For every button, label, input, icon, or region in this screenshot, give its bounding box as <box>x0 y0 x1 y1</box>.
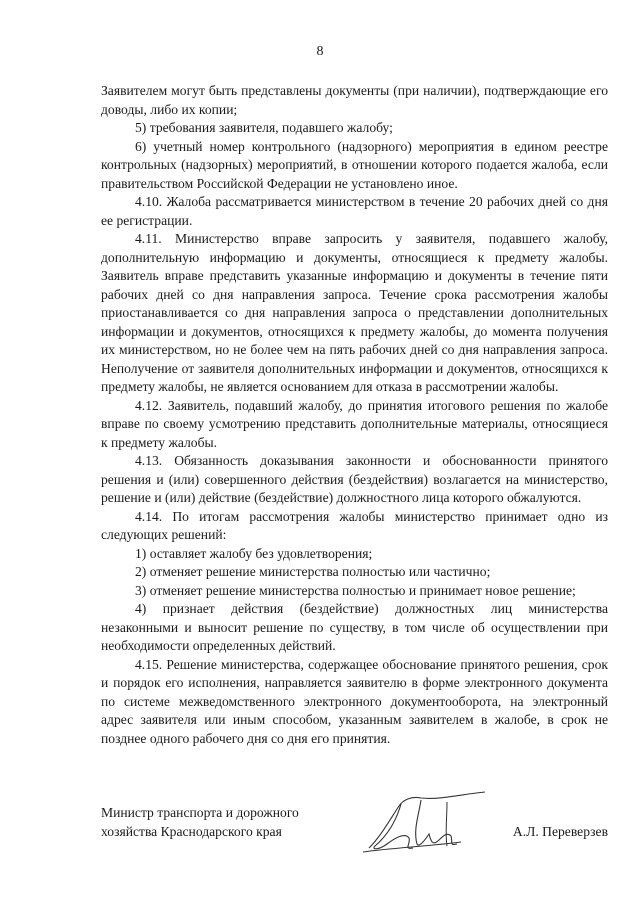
handwritten-signature <box>351 788 501 860</box>
paragraph: 4) признает действия (бездействие) должностных лиц министерства незаконными и выносит решение по существу, в том числе об осуществлении при необходимости определенных действий. <box>101 601 608 653</box>
paragraph: 4.13. Обязанность доказывания законности и обоснованности принятого решения и (или) совершенного действия (бездействия) возлагается на министерство, решение и (или) действие (бездействие) должностного лица которого обжалуются. <box>101 453 608 505</box>
paragraph: Заявителем могут быть представлены документы (при наличии), подтверждающие его доводы, либо их копии; <box>101 83 608 117</box>
paragraph: 5) требования заявителя, подавшего жалобу; <box>135 120 393 135</box>
paragraph: 4.11. Министерство вправе запросить у заявителя, подавшего жалобу, дополнительную информацию и документы, относящиеся к предмету жалобы. Заявитель вправе представить указанные информацию и документы в течение пяти рабочих дней со дня направления запроса. Течение срока рассмотрения жалобы приостанавливается со дня направления запроса о представлении дополнительных информации и документов, относящихся к предмету жалобы, до момента получения их министерством, но не более чем на пять рабочих дней со дня направления запроса. Неполучение от заявителя дополнительных информации и документов, относящихся к предмету жалобы, не является основанием для отказа в рассмотрении жалобы. <box>101 231 608 394</box>
document-body <box>101 82 608 748</box>
paragraph: 4.15. Решение министерства, содержащее обоснование принятого решения, срок и порядок его исполнения, направляется заявителю в форме электронного документа по системе межведомственного электронного документооборота, на электронный адрес заявителя или иным способом, указанным заявителем в жалобе, в срок не позднее одного рабочего дня со дня его принятия. <box>101 656 608 746</box>
paragraph: 4.10. Жалоба рассматривается министерством в течение 20 рабочих дней со дня ее регистрации. <box>101 194 608 228</box>
paragraph: 4.12. Заявитель, подавший жалобу, до принятия итогового решения по жалобе вправе по своему усмотрению представить дополнительные материалы, относящиеся к предмету жалобы. <box>101 397 608 450</box>
paragraph: 6) учетный номер контрольного (надзорного) мероприятия в едином реестре контрольных (надзорных) мероприятий, в отношении которого подается жалоба, если правительством Российской Федерации не установлено иное. <box>101 138 608 191</box>
page-number: 8 <box>316 44 324 59</box>
signatory-title-line: Министр транспорта и дорожного <box>101 805 299 820</box>
paragraph: 4.14. По итогам рассмотрения жалобы министерство принимает одно из следующих решений: <box>101 508 608 542</box>
signatory-title-line: хозяйства Краснодарского края <box>101 824 282 839</box>
paragraph: 3) отменяет решение министерства полностью и принимает новое решение; <box>135 582 576 598</box>
signatory-name: А.Л. Переверзев <box>512 824 608 839</box>
signature-block <box>101 803 608 863</box>
signatory-title <box>101 803 299 841</box>
paragraph: 2) отменяет решение министерства полностью или частично; <box>135 564 491 579</box>
paragraph: 1) оставляет жалобу без удовлетворения; <box>135 545 373 561</box>
